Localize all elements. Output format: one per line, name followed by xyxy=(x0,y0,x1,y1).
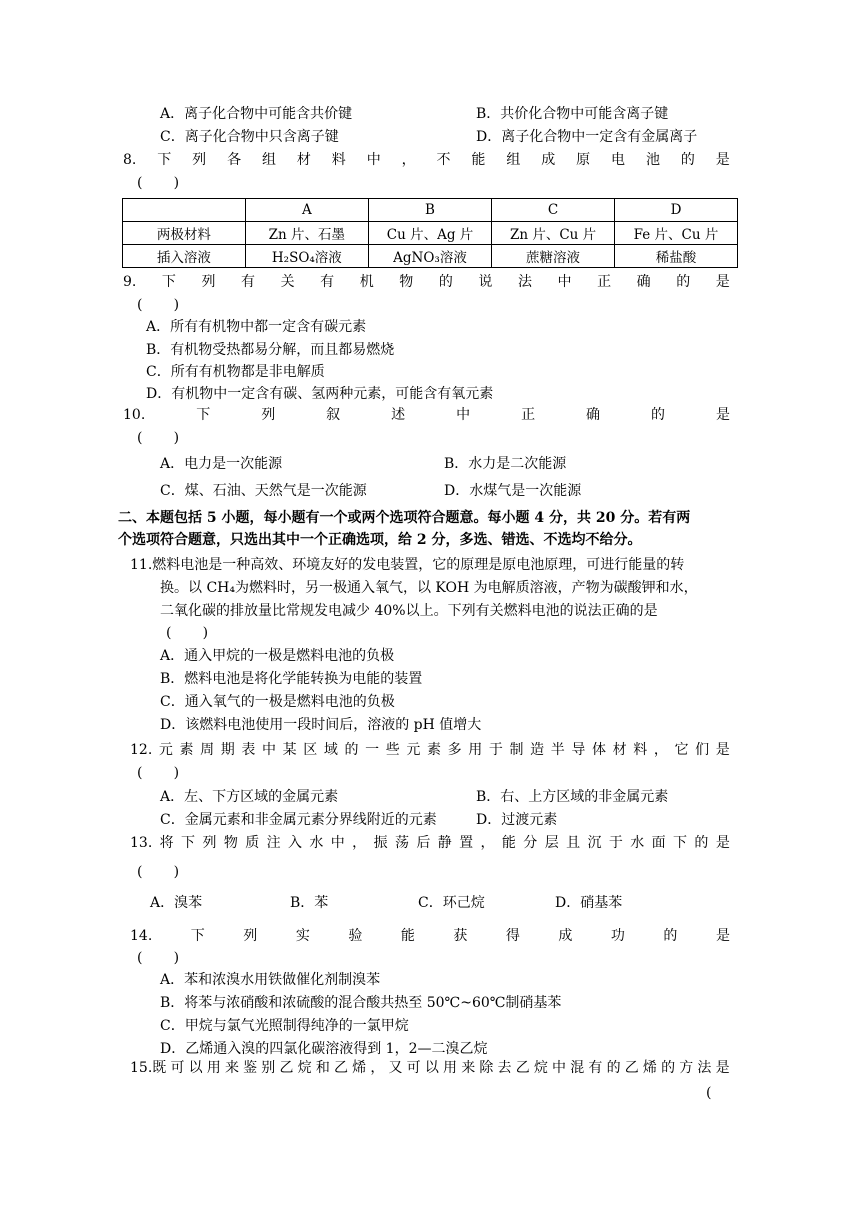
stem-char: 的 xyxy=(680,152,695,168)
q11-option-c: C．通入氧气的一极是燃料电池的负极 xyxy=(160,694,395,710)
stem-char: 列 xyxy=(192,152,207,168)
q8-answer-paren: ( ) xyxy=(137,175,180,191)
stem-char: 是 xyxy=(715,274,730,290)
q8-stem xyxy=(123,150,730,170)
stem-char: 的 xyxy=(438,274,453,290)
stem-char: 元 xyxy=(158,742,173,758)
stem-char: 烷 xyxy=(297,1060,312,1076)
q11-stem-line1: 11.燃料电池是一种高效、环境友好的发电装置，它的原理是原电池原理，可进行能量的转 xyxy=(130,557,685,573)
stem-char: 烯 xyxy=(642,1060,657,1076)
stem-char: 导 xyxy=(571,742,586,758)
stem-char: 表 xyxy=(241,742,256,758)
stem-char: 乙 xyxy=(515,1060,530,1076)
stem-char: ， xyxy=(370,1060,385,1076)
table-cell: 两极材料 xyxy=(123,222,246,245)
stem-char: 面 xyxy=(651,835,666,851)
stem-char: 正 xyxy=(521,407,536,423)
stem-char: 功 xyxy=(610,928,625,944)
stem-char: 又 xyxy=(388,1060,403,1076)
stem-char: 来 xyxy=(461,1060,476,1076)
q12-option-a: A．左、下方区域的金属元素 xyxy=(160,789,339,805)
table-cell: 蔗糖溶液 xyxy=(492,245,615,268)
stem-char: 下 xyxy=(190,928,205,944)
stem-char: 素 xyxy=(427,742,442,758)
stem-char: 烯 xyxy=(352,1060,367,1076)
table-cell: H₂SO₄溶液 xyxy=(245,245,368,268)
stem-char: 区 xyxy=(303,742,318,758)
q7-option-a: A．离子化合物中可能含共价键 xyxy=(160,106,353,122)
q9-option-b: B．有机物受热都易分解，而且都易燃烧 xyxy=(146,342,395,358)
stem-char: 的 xyxy=(663,928,678,944)
stem-char: 是 xyxy=(715,928,730,944)
stem-char: 原 xyxy=(576,152,591,168)
stem-char: 后 xyxy=(416,835,431,851)
stem-char: ， xyxy=(653,742,668,758)
stem-char: 去 xyxy=(497,1060,512,1076)
stem-char: 成 xyxy=(558,928,573,944)
table-cell: B xyxy=(368,199,491,222)
stem-char: 的 xyxy=(694,835,709,851)
q14-option-c: C．甲烷与氯气光照制得纯净的一氯甲烷 xyxy=(160,1018,409,1034)
stem-char: 用 xyxy=(468,742,483,758)
q9-stem xyxy=(123,272,730,292)
table-header-row xyxy=(123,199,738,222)
stem-char: 13. xyxy=(130,835,153,851)
stem-char: 是 xyxy=(715,742,730,758)
q13-option-d: D．硝基苯 xyxy=(555,895,623,911)
table-cell: Cu 片、Ag 片 xyxy=(368,222,491,245)
stem-char: 下 xyxy=(157,152,172,168)
stem-char: 能 xyxy=(400,928,415,944)
stem-char: 说 xyxy=(478,274,493,290)
table-row xyxy=(123,245,738,268)
stem-char: 中 xyxy=(557,274,572,290)
q13-option-c: C．环己烷 xyxy=(418,895,485,911)
q14-option-a: A．苯和浓溴水用铁做催化剂制溴苯 xyxy=(160,972,381,988)
stem-char: 用 xyxy=(206,1060,221,1076)
q13-stem xyxy=(130,833,730,853)
stem-char: 制 xyxy=(509,742,524,758)
stem-char: 确 xyxy=(636,274,651,290)
stem-char: 静 xyxy=(437,835,452,851)
stem-char: 的 xyxy=(661,1060,676,1076)
q13-option-b: B．苯 xyxy=(290,895,329,911)
stem-char: 成 xyxy=(541,152,556,168)
stem-char: 9. xyxy=(123,274,137,290)
stem-char: 有 xyxy=(588,1060,603,1076)
table-cell xyxy=(123,199,246,222)
stem-char: 列 xyxy=(202,835,217,851)
q7-option-b: B．共价化合物中可能含离子键 xyxy=(476,106,669,122)
q9-option-c: C．所有有机物都是非电解质 xyxy=(146,364,325,380)
stem-char: 是 xyxy=(715,407,730,423)
stem-char: 实 xyxy=(295,928,310,944)
q11-option-d: D．该燃料电池使用一段时间后，溶液的 pH 值增大 xyxy=(160,717,482,733)
q12-option-b: B．右、上方区域的非金属元素 xyxy=(476,789,669,805)
stem-char: 10. xyxy=(123,407,146,423)
stem-char: 中 xyxy=(366,152,381,168)
q7-option-c: C．离子化合物中只含离子键 xyxy=(160,129,339,145)
stem-char: 中 xyxy=(552,1060,567,1076)
stem-char: 的 xyxy=(676,274,691,290)
stem-char: 质 xyxy=(245,835,260,851)
stem-char: 一 xyxy=(365,742,380,758)
stem-char: 池 xyxy=(645,152,660,168)
stem-char: 下 xyxy=(161,274,176,290)
stem-char: ， xyxy=(401,152,416,168)
stem-char: 电 xyxy=(611,152,626,168)
stem-char: 列 xyxy=(261,407,276,423)
stem-char: 料 xyxy=(331,152,346,168)
stem-char: 混 xyxy=(570,1060,585,1076)
stem-char: 水 xyxy=(309,835,324,851)
q14-stem xyxy=(130,926,730,946)
stem-char: 下 xyxy=(196,407,211,423)
stem-char: 乙 xyxy=(279,1060,294,1076)
stem-char: 下 xyxy=(181,835,196,851)
q14-answer-paren: ( ) xyxy=(137,950,180,966)
stem-char: 置 xyxy=(459,835,474,851)
stem-char: 有 xyxy=(241,274,256,290)
stem-char: 入 xyxy=(288,835,302,851)
q11-stem-line2: 换。以 CH₄为燃料时，另一极通入氧气，以 KOH 为电解质溶液，产物为碳酸钾和水， xyxy=(160,580,698,596)
stem-char: 鉴 xyxy=(243,1060,258,1076)
stem-char: 某 xyxy=(282,742,297,758)
q11-answer-paren: ( ) xyxy=(166,625,209,641)
stem-char: 方 xyxy=(679,1060,694,1076)
q12-answer-paren: ( ) xyxy=(137,765,180,781)
q7-option-d: D．离子化合物中一定含有金属离子 xyxy=(476,129,698,145)
stem-char: 列 xyxy=(243,928,258,944)
stem-char: 法 xyxy=(517,274,532,290)
stem-char: ， xyxy=(352,835,367,851)
q10-answer-paren: ( ) xyxy=(137,430,180,446)
q10-option-c: C．煤、石油、天然气是一次能源 xyxy=(160,483,367,499)
stem-char: 的 xyxy=(606,1060,621,1076)
stem-char: 于 xyxy=(488,742,503,758)
stem-char: 的 xyxy=(344,742,359,758)
q8-materials-table xyxy=(122,198,738,268)
stem-char: 中 xyxy=(262,742,277,758)
stem-char: 下 xyxy=(673,835,688,851)
stem-char: 除 xyxy=(479,1060,494,1076)
stem-char: 且 xyxy=(566,835,581,851)
stem-char: 物 xyxy=(223,835,238,851)
table-cell: 稀盐酸 xyxy=(615,245,738,268)
q10-option-a: A．电力是一次能源 xyxy=(160,456,283,472)
stem-char: 体 xyxy=(592,742,607,758)
stem-char: 来 xyxy=(224,1060,239,1076)
q10-option-d: D．水煤气是一次能源 xyxy=(444,483,582,499)
table-cell: Zn 片、石墨 xyxy=(245,222,368,245)
stem-char: 可 xyxy=(170,1060,185,1076)
stem-char: 14. xyxy=(130,928,153,944)
stem-char: 列 xyxy=(201,274,216,290)
stem-char: 烷 xyxy=(533,1060,548,1076)
stem-char: 以 xyxy=(424,1060,439,1076)
stem-char: 些 xyxy=(385,742,400,758)
q9-option-a: A．所有有机物中都一定含有碳元素 xyxy=(146,319,367,335)
stem-char: 以 xyxy=(188,1060,203,1076)
stem-char: 分 xyxy=(523,835,538,851)
stem-char: 不 xyxy=(436,152,451,168)
q9-option-d: D．有机物中一定含有碳、氢两种元素，可能含有氧元素 xyxy=(146,386,494,402)
q14-option-d: D．乙烯通入溴的四氯化碳溶液得到 1，2—二溴乙烷 xyxy=(160,1041,488,1057)
stem-char: 是 xyxy=(715,835,730,851)
section-2-heading-line2: 个选项符合题意，只选出其中一个正确选项，给 2 分，多选、错选、不选均不给分。 xyxy=(118,532,642,548)
stem-char: 素 xyxy=(179,742,194,758)
q12-option-d: D．过渡元素 xyxy=(476,812,558,828)
stem-char: 元 xyxy=(406,742,421,758)
stem-char: 于 xyxy=(608,835,623,851)
q10-stem xyxy=(123,405,730,425)
q13-answer-paren: ( ) xyxy=(137,864,180,880)
stem-char: 期 xyxy=(220,742,235,758)
q14-option-b: B．将苯与浓硝酸和浓硫酸的混合酸共热至 50℃~60℃制硝基苯 xyxy=(160,995,562,1011)
stem-char: 有 xyxy=(320,274,335,290)
stem-char: 材 xyxy=(612,742,627,758)
table-cell: AgNO₃溶液 xyxy=(368,245,491,268)
stem-char: 中 xyxy=(330,835,345,851)
stem-char: 荡 xyxy=(394,835,409,851)
stem-char: 是 xyxy=(715,152,730,168)
stem-char: 法 xyxy=(697,1060,712,1076)
stem-char: 它 xyxy=(674,742,689,758)
q12-option-c: C．金属元素和非金属元素分界线附近的元素 xyxy=(160,812,437,828)
q10-option-b: B．水力是二次能源 xyxy=(444,456,567,472)
stem-char: 关 xyxy=(280,274,295,290)
stem-char: 验 xyxy=(348,928,363,944)
q13-option-a: A．溴苯 xyxy=(150,895,203,911)
q11-option-a: A．通入甲烷的一极是燃料电池的负极 xyxy=(160,648,395,664)
stem-char: 材 xyxy=(296,152,311,168)
stem-char: 料 xyxy=(633,742,648,758)
stem-char: 12. xyxy=(130,742,153,758)
table-cell: D xyxy=(615,199,738,222)
stem-char: 15.既 xyxy=(130,1060,167,1076)
section-2-heading-line1: 二、本题包括 5 小题，每小题有一个或两个选项符合题意。每小题 4 分，共 20 分。若有两 xyxy=(118,510,691,526)
stem-char: 域 xyxy=(323,742,338,758)
q15-stem xyxy=(130,1058,730,1078)
q12-stem xyxy=(130,740,730,760)
stem-char: 获 xyxy=(453,928,468,944)
stem-char: 中 xyxy=(456,407,471,423)
stem-char: 半 xyxy=(550,742,565,758)
stem-char: 是 xyxy=(715,1060,730,1076)
stem-char: 可 xyxy=(406,1060,421,1076)
stem-char: 乙 xyxy=(333,1060,348,1076)
stem-char: 组 xyxy=(506,152,521,168)
stem-char: 和 xyxy=(315,1060,330,1076)
stem-char: 层 xyxy=(544,835,559,851)
stem-char: 正 xyxy=(597,274,612,290)
stem-char: 沉 xyxy=(587,835,602,851)
stem-char: 的 xyxy=(651,407,666,423)
stem-char: 周 xyxy=(200,742,215,758)
stem-char: 各 xyxy=(227,152,242,168)
stem-char: 确 xyxy=(586,407,601,423)
stem-char: 用 xyxy=(443,1060,458,1076)
stem-char: 得 xyxy=(505,928,520,944)
stem-char: ， xyxy=(480,835,495,851)
stem-char: 将 xyxy=(159,835,174,851)
stem-char: 8. xyxy=(123,152,137,168)
table-cell: C xyxy=(492,199,615,222)
stem-char: 注 xyxy=(266,835,281,851)
stem-char: 能 xyxy=(501,835,516,851)
stem-char: 叙 xyxy=(326,407,341,423)
stem-char: 别 xyxy=(261,1060,276,1076)
stem-char: 能 xyxy=(471,152,486,168)
stem-char: 组 xyxy=(261,152,276,168)
q15-answer-paren: ( xyxy=(706,1085,712,1101)
stem-char: 乙 xyxy=(624,1060,639,1076)
q9-answer-paren: ( ) xyxy=(137,297,180,313)
stem-char: 多 xyxy=(447,742,462,758)
stem-char: 振 xyxy=(373,835,388,851)
stem-char: 水 xyxy=(630,835,645,851)
stem-char: 们 xyxy=(695,742,710,758)
stem-char: 造 xyxy=(530,742,545,758)
table-cell: A xyxy=(245,199,368,222)
table-cell: 插入溶液 xyxy=(123,245,246,268)
stem-char: 物 xyxy=(399,274,414,290)
q11-option-b: B．燃料电池是将化学能转换为电能的装置 xyxy=(160,671,423,687)
table-cell: Fe 片、Cu 片 xyxy=(615,222,738,245)
table-cell: Zn 片、Cu 片 xyxy=(492,222,615,245)
stem-char: 述 xyxy=(391,407,406,423)
stem-char: 机 xyxy=(359,274,374,290)
q11-stem-line3: 二氧化碳的排放量比常规发电减少 40%以上。下列有关燃料电池的说法正确的是 xyxy=(160,603,658,619)
table-row xyxy=(123,222,738,245)
